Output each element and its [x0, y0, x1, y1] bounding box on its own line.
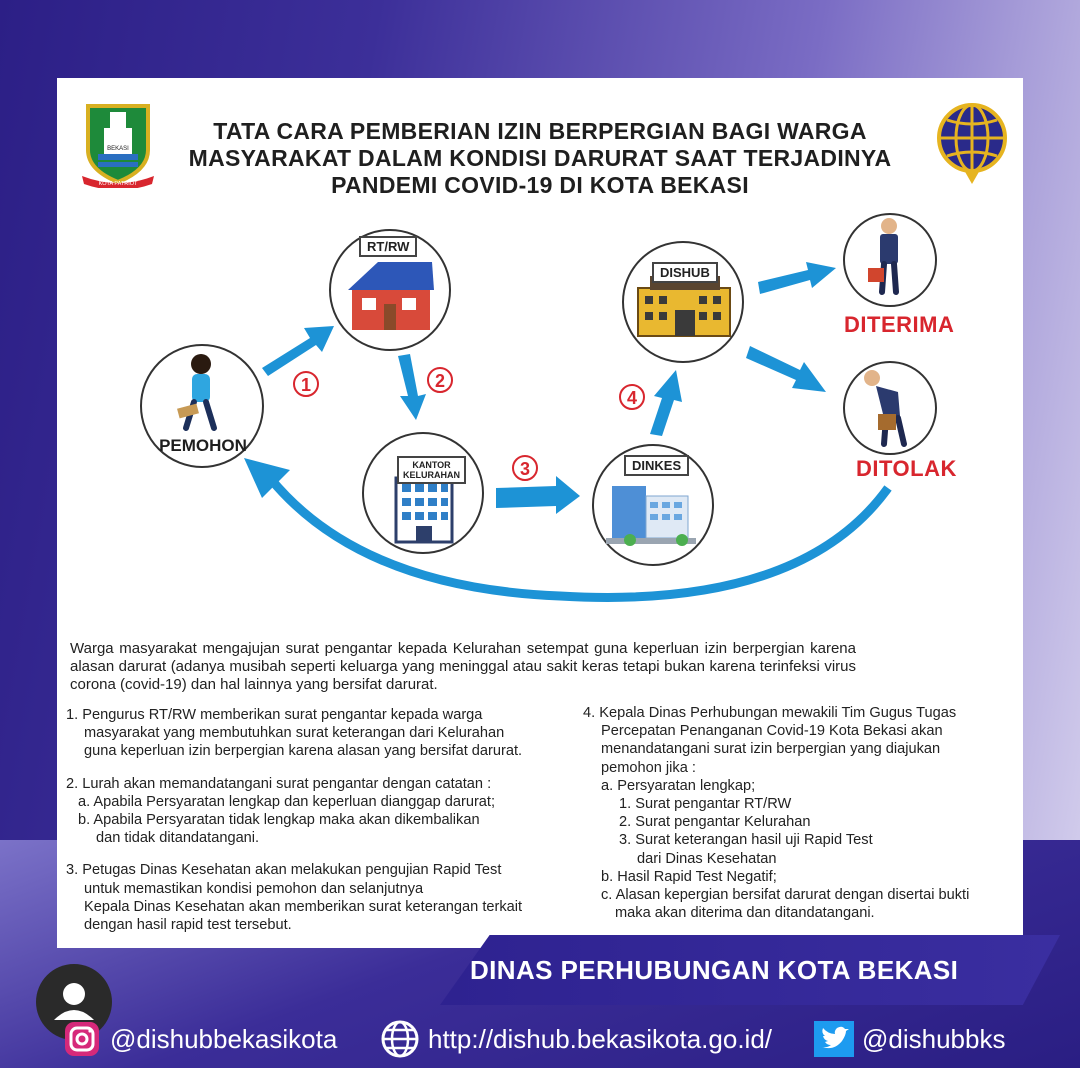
logo-sub-text: BEKASI — [107, 146, 129, 152]
procedure-line: 2. Lurah akan memandatangani surat pengantar dengan catatan : — [66, 775, 492, 792]
procedure-line: 4. Kepala Dinas Perhubungan mewakili Tim Gugus Tugas — [583, 705, 957, 721]
globe-icon — [378, 1017, 422, 1061]
procedure-line: 1. Pengurus RT/RW memberikan surat pengantar kepada warga — [66, 707, 483, 723]
step-2-number: 2 — [434, 371, 446, 391]
procedure-item-4 — [583, 704, 1023, 922]
arrow-1 — [262, 326, 334, 376]
website-link[interactable] — [378, 1018, 772, 1060]
title-line: PANDEMI COVID-19 DI KOTA BEKASI — [331, 172, 749, 198]
procedure-line: menandatangani surat izin berpergian yang diajukan — [601, 741, 941, 758]
procedure-line: 1. Surat pengantar RT/RW — [619, 796, 792, 813]
procedure-item-3 — [66, 861, 581, 934]
procedure-line: 2. Surat pengantar Kelurahan — [619, 814, 811, 831]
intro-paragraph — [70, 640, 856, 694]
step-1-number: 1 — [300, 375, 312, 395]
twitter-icon — [812, 1017, 856, 1061]
procedure-line: untuk memastikan kondisi pemohon dan selanjutnya — [84, 880, 424, 897]
procedure-line: dari Dinas Kesehatan — [637, 850, 777, 867]
arrow-rejected — [746, 346, 826, 392]
procedure-item-2 — [66, 775, 581, 848]
procedure-line: Kepala Dinas Kesehatan akan memberikan surat keterangan terkait — [84, 898, 523, 915]
pemohon-label: PEMOHON — [159, 436, 247, 455]
kelurahan-label — [397, 456, 466, 484]
procedure-line: pemohon jika : — [601, 759, 696, 776]
website-url: http://dishub.bekasikota.go.id/ — [428, 1023, 773, 1054]
procedure-line: dan tidak ditandatangani. — [96, 830, 260, 847]
procedure-left-column — [66, 706, 581, 946]
dishub-label: DISHUB — [652, 262, 718, 283]
instagram-handle: @dishubbekasikota — [110, 1023, 338, 1054]
procedure-line: masyarakat yang membutuhkan surat keterangan dari Kelurahan — [84, 725, 505, 742]
kelurahan-label-line: KELURAHAN — [403, 470, 460, 480]
title-line: MASYARAKAT DALAM KONDISI DARURAT SAAT TERJADINYA — [188, 145, 892, 171]
procedure-line: c. Alasan kepergian bersifat darurat dengan disertai bukti — [601, 887, 970, 904]
step-3-number: 3 — [519, 459, 531, 479]
arrow-2 — [398, 354, 426, 420]
procedure-line: maka akan diterima dan ditandatangani. — [615, 905, 875, 922]
procedure-line: 3. Surat keterangan hasil uji Rapid Test — [619, 832, 873, 849]
logo-motto-text: KOTA PATRIOT — [98, 181, 138, 187]
procedure-line: guna keperluan izin berpergian karena alasan yang bersifat darurat. — [84, 743, 523, 760]
procedure-line: b. Apabila Persyaratan tidak lengkap maka akan dikembalikan — [78, 812, 480, 829]
instagram-link[interactable] — [60, 1018, 337, 1060]
dishub-building-icon — [638, 276, 730, 336]
agency-banner-text: DINAS PERHUBUNGAN KOTA BEKASI — [470, 955, 959, 985]
twitter-handle: @dishubbks — [862, 1023, 1006, 1054]
procedure-line: a. Persyaratan lengkap; — [601, 777, 756, 794]
rtrw-label: RT/RW — [359, 236, 417, 257]
kelurahan-building-icon — [396, 478, 452, 542]
diterima-label: DITERIMA — [844, 312, 955, 337]
instagram-icon — [60, 1017, 104, 1061]
arrow-4 — [650, 370, 682, 436]
procedure-line: dengan hasil rapid test tersebut. — [84, 917, 292, 934]
procedure-item-1 — [66, 706, 581, 761]
procedure-line: 3. Petugas Dinas Kesehatan akan melakukan pengujian Rapid Test — [66, 862, 502, 879]
procedure-line: b. Hasil Rapid Test Negatif; — [601, 868, 777, 885]
dinkes-label: DINKES — [624, 455, 689, 476]
arrow-accepted — [758, 262, 836, 294]
procedure-right-column — [583, 704, 1023, 934]
twitter-link[interactable] — [812, 1018, 1005, 1060]
intro-text: Warga masyarakat mengajujan surat pengantar kepada Kelurahan setempat guna keperluan izin berpergian karena alasan darurat (adanya musibah seperti keluarga yang meninggal atau sakit keras tetapi bukan karena terinfeksi virus corona (covid-19) dan hal lainnya yang bersifat darurat. — [70, 640, 856, 693]
arrow-3 — [496, 476, 580, 514]
procedure-line: a. Apabila Persyaratan lengkap dan keperluan dianggap darurat; — [78, 793, 496, 810]
ditolak-label: DITOLAK — [856, 456, 957, 481]
procedure-line: Percepatan Penanganan Covid-19 Kota Bekasi akan — [601, 723, 943, 740]
step-4-number: 4 — [626, 388, 638, 408]
kelurahan-label-line: KANTOR — [412, 460, 451, 470]
title-line: TATA CARA PEMBERIAN IZIN BERPERGIAN BAGI WARGA — [213, 118, 867, 144]
